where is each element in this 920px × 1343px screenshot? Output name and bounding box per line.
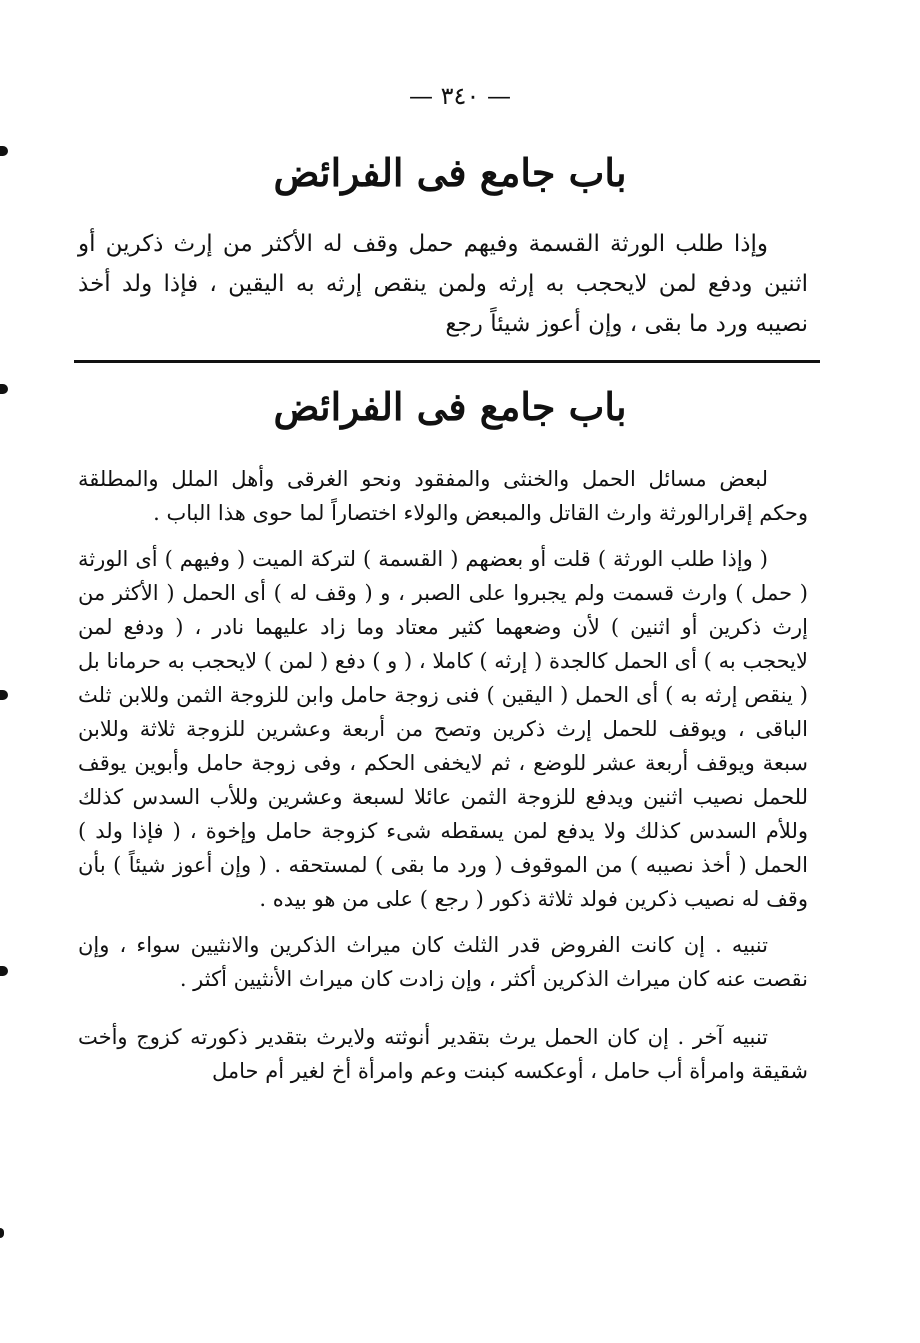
margin-edge-mark [0,1228,4,1238]
matn-text-block [78,224,808,344]
commentary-paragraph: ( وإذا طلب الورثة ) قلت أو بعضهم ( القسمة ) لتركة الميت ( وفيهم ) أى الورثة ( حمل ) وارث قسمت ولم يجبروا على الصبر ، و ( وقف له ) أى الحمل ( الأكثر من إرث ذكرين أو اثنين ) لأن وضعهما كثير معتاد وما زاد عليهما نادر ، ( ودفع لمن لايحجب به ) أى الحمل كالجدة ( إرثه ) كاملا ، ( و ) دفع ( لمن ) لايحجب به حرمانا بل ( ينقص إرثه به ) أى الحمل ( اليقين ) فنى زوجة حامل وابن للزوجة الثمن وللابن ثلث الباقى ، ويوقف للحمل إرث ذكرين وتصح من أربعة وعشرين للزوجة ثلاثة وللابن سبعة ويوقف أربعة عشر للوضع ، ثم لايخفى الحكم ، وفى زوجة حامل وأبوين يوقف للحمل نصيب اثنين ويدفع للزوجة الثمن عائلا لسبعة وعشرين وللأب السدس كذلك وللأم السدس كذلك ولا يدفع لمن يسقطه شىء كزوجة حامل وإخوة ، ( فإذا ولد ) الحمل ( أخذ نصيبه ) من الموقوف ( ورد ما بقى ) لمستحقه . ( وإن أعوز شيئاً ) بأن وقف له نصيب ذكرين فولد ثلاثة ذكور ( رجع ) على من هو بيده . [78,547,808,911]
note-paragraph-2: تنبيه آخر . إن كان الحمل يرث بتقدير أنوثته ولايرث بتقدير ذكورته كزوج وأخت شقيقة وامرأة أب حامل ، أوعكسه كبنت وعم وامرأة أخ لغير أم حامل [78,1025,808,1083]
margin-edge-mark [0,146,8,156]
margin-edge-mark [0,966,8,976]
margin-edge-mark [0,690,8,700]
section-heading-commentary: باب جامع فى الفرائض [273,384,627,429]
section-heading-matn: باب جامع فى الفرائض [273,150,627,195]
page-number: — ٣٤٠ — [409,82,511,110]
intro-paragraph: لبعض مسائل الحمل والخنثى والمفقود ونحو الغرقى وأهل الملل والمطلقة وحكم إقرارالورثة وارث القاتل والمبعض والولاء اختصاراً لما حوى هذا الباب . [78,467,808,525]
commentary-text-block [78,462,808,1088]
note-paragraph-1: تنبيه . إن كانت الفروض قدر الثلث كان ميراث الذكرين والانثيين سواء ، وإن نقصت عنه كان ميراث الذكرين أكثر ، وإن زادت كان ميراث الأنثيين أكثر . [78,933,808,991]
matn-paragraph: وإذا طلب الورثة القسمة وفيهم حمل وقف له الأكثر من إرث ذكرين أو اثنين ودفع لمن لايحجب به إرثه ولمن ينقص إرثه به اليقين ، فإذا ولد أخذ نصيبه ورد ما بقى ، وإن أعوز شيئاً رجع [78,231,808,337]
margin-edge-mark [0,384,8,394]
divider-rule [74,360,820,363]
